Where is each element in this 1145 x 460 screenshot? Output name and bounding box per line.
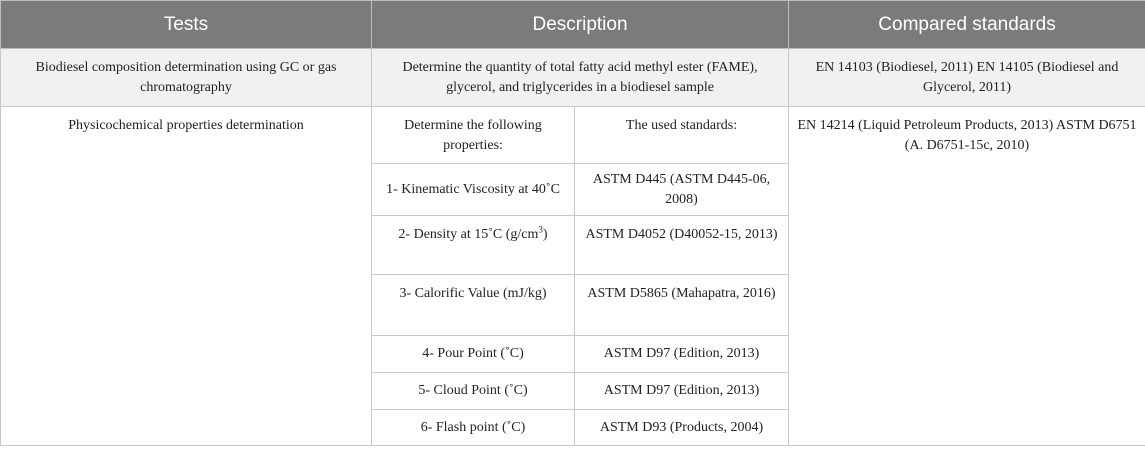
- standards-cell: EN 14103 (Biodiesel, 2011) EN 14105 (Biodiesel and Glycerol, 2011): [789, 49, 1145, 107]
- table-row: [1, 49, 1145, 107]
- property-name: 4- Pour Point (˚C): [372, 336, 575, 373]
- subheader-properties: Determine the following properties:: [372, 107, 575, 164]
- subheader-standards: The used standards:: [575, 107, 789, 164]
- property-standard: ASTM D4052 (D40052-15, 2013): [575, 216, 789, 275]
- standards-cell: EN 14214 (Liquid Petroleum Products, 2013) ASTM D6751 (A. D6751-15c, 2010): [789, 107, 1145, 446]
- header-compared-standards: Compared standards: [789, 1, 1145, 49]
- property-name: 5- Cloud Point (˚C): [372, 373, 575, 410]
- property-standard: ASTM D97 (Edition, 2013): [575, 336, 789, 373]
- header-tests: Tests: [1, 1, 372, 49]
- header-description: Description: [372, 1, 789, 49]
- property-name: 3- Calorific Value (mJ/kg): [372, 275, 575, 336]
- table-row: [1, 107, 1145, 164]
- property-name: 6- Flash point (˚C): [372, 410, 575, 446]
- header-row: [1, 1, 1145, 49]
- property-standard: ASTM D5865 (Mahapatra, 2016): [575, 275, 789, 336]
- property-name: 2- Density at 15˚C $(g/cm^3)$: [372, 216, 575, 275]
- test-cell: Biodiesel composition determination using GC or gas chromatography: [1, 49, 372, 107]
- property-standard: ASTM D97 (Edition, 2013): [575, 373, 789, 410]
- property-standard: ASTM D93 (Products, 2004): [575, 410, 789, 446]
- property-standard: ASTM D445 (ASTM D445-06, 2008): [575, 164, 789, 216]
- description-cell: Determine the quantity of total fatty acid methyl ester (FAME), glycerol, and triglycerides in a biodiesel sample: [372, 49, 789, 107]
- test-cell: Physicochemical properties determination: [1, 107, 372, 446]
- property-name: 1- Kinematic Viscosity at 40˚C: [372, 164, 575, 216]
